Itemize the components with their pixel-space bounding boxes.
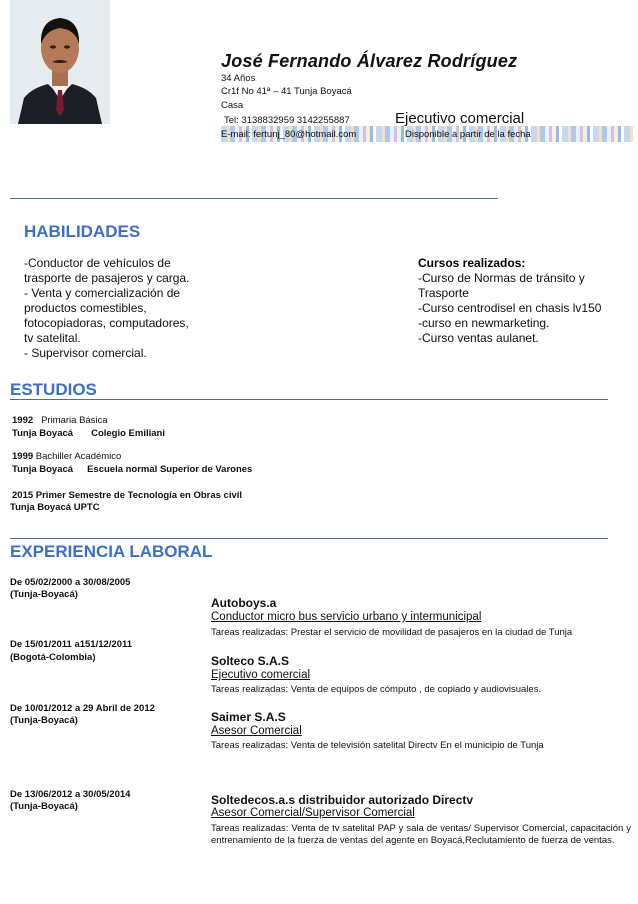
skill-line: - Supervisor comercial.: [24, 346, 147, 360]
job-location: (Tunja-Boyacá): [10, 801, 78, 812]
experience-divider: [10, 538, 608, 539]
job-role: Asesor Comercial: [211, 725, 302, 737]
job-location: (Bogotá-Colombia): [10, 652, 96, 663]
profile-photo: [10, 0, 110, 124]
job-role: Asesor Comercial/Supervisor Comercial: [211, 807, 415, 819]
study-place: Tunja Boyacá: [12, 428, 74, 439]
skills-heading: HABILIDADES: [24, 222, 141, 241]
job-title: Ejecutivo comercial: [395, 110, 525, 127]
job-dates: De 10/01/2012 a 29 Abril de 2012: [10, 703, 155, 714]
header-divider: [10, 198, 498, 199]
job-company: Solteco S.A.S: [211, 654, 290, 668]
skills-list: [24, 256, 254, 361]
housing: Casa: [221, 100, 244, 111]
study-item-place: [12, 464, 252, 476]
age: 34 Años: [221, 73, 256, 84]
study-item: 2015 Primer Semestre de Tecnología en Obras civil: [12, 490, 243, 501]
email-address: E-mail: fertunj_80@hotmail.com: [221, 129, 357, 140]
skill-line: -Conductor de vehículos de: [24, 256, 171, 270]
study-school: Colegio Emiliani: [91, 428, 165, 439]
skill-line: fotocopiadoras, computadores,: [24, 316, 189, 330]
candidate-name: José Fernando Álvarez Rodríguez: [221, 51, 518, 71]
study-item-place: [12, 428, 165, 440]
address: Cr1f No 41ª – 41 Tunja Boyacá: [221, 86, 352, 97]
job-description: Tareas realizadas: Venta de televisión satelital Directv En el municipio de Tunja: [211, 740, 544, 751]
study-school: Escuela normal Superior de Varones: [87, 464, 253, 475]
studies-heading: ESTUDIOS: [10, 380, 97, 399]
job-company: Saimer S.A.S: [211, 710, 286, 724]
skill-line: - Venta y comercialización de: [24, 286, 181, 300]
job-description: Tareas realizadas: Venta de tv satelital PAP y sala de ventas/ Supervisor Comercial, capacitación y entrenamiento de la fuerza de ventas del agente en Boyacá,Reclutamiento de fuerza de ventas.: [211, 823, 631, 846]
skill-line: tv satelital.: [24, 331, 81, 345]
job-location: (Tunja-Boyacá): [10, 589, 78, 600]
person-portrait-icon: [10, 0, 110, 124]
study-level: Bachiller Académico: [35, 451, 122, 462]
course-line: -Curso centrodisel en chasis lv150: [418, 301, 602, 315]
study-place: Tunja Boyacá: [12, 464, 74, 475]
studies-divider: [10, 399, 608, 400]
job-location: (Tunja-Boyacá): [10, 715, 78, 726]
skill-line: productos comestibles,: [24, 301, 147, 315]
job-dates: De 15/01/2011 a151/12/2011: [10, 639, 133, 650]
study-year: 1999: [12, 451, 34, 462]
job-dates: De 05/02/2000 a 30/08/2005: [10, 577, 131, 588]
availability: Disponible a partir de la fecha: [405, 129, 531, 140]
job-role: Conductor micro bus servicio urbano y intermunicipal: [211, 611, 482, 623]
study-item-place: Tunja Boyacá UPTC: [10, 502, 100, 513]
study-level: Primaria Básica: [41, 415, 108, 426]
study-item: [12, 451, 121, 463]
study-item: [12, 415, 108, 427]
course-line: -Curso de Normas de tránsito y: [418, 271, 585, 285]
course-line: Trasporte: [418, 286, 469, 300]
experience-heading: EXPERIENCIA LABORAL: [10, 542, 213, 561]
study-year: 1992: [12, 415, 34, 426]
courses-heading: Cursos realizados:: [418, 256, 526, 270]
skill-line: trasporte de pasajeros y carga.: [24, 271, 190, 285]
job-description: Tareas realizadas: Venta de equipos de cómputo , de copiado y audiovisuales.: [211, 684, 542, 695]
job-role: Ejecutivo comercial: [211, 669, 311, 681]
job-company: Autoboys.a: [211, 596, 277, 610]
course-line: -Curso ventas aulanet.: [418, 331, 539, 345]
job-description: Tareas realizadas: Prestar el servicio de movilidad de pasajeros en la ciudad de Tunja: [211, 627, 573, 638]
job-dates: De 13/06/2012 a 30/05/2014: [10, 789, 131, 800]
job-company: Soltedecos.a.s distribuidor autorizado Directv: [211, 793, 474, 807]
course-line: -curso en newmarketing.: [418, 316, 550, 330]
phone-numbers: Tel: 3138832959 3142255887: [224, 115, 350, 126]
courses-list: [418, 271, 633, 346]
